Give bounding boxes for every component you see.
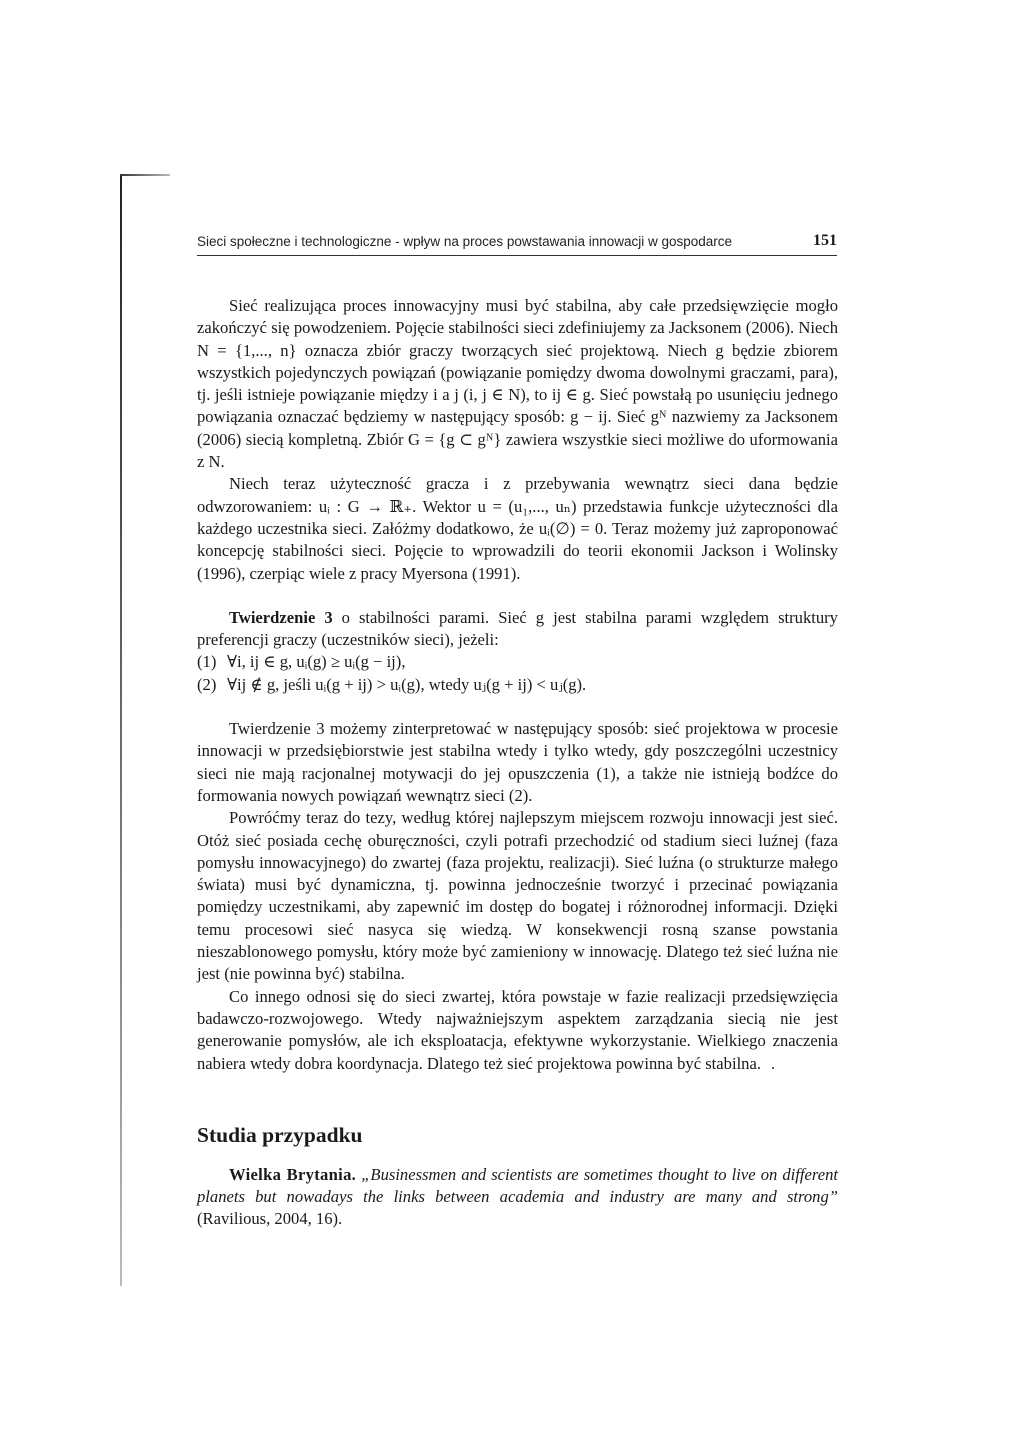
running-title: Sieci społeczne i technologiczne - wpływ na proces powstawania innowacji w gospodarce xyxy=(197,234,733,249)
theorem-condition-2 xyxy=(197,674,838,696)
condition-2-formula: ∀ij ∉ g, jeśli uᵢ(g + ij) > uᵢ(g), wtedy uⱼ(g + ij) < uⱼ(g). xyxy=(227,674,587,694)
paragraph-theorem-interpretation: Twierdzenie 3 możemy zinterpretować w następujący sposób: sieć projektowa w procesie innowacji w przedsiębiorstwie jest stabilna wtedy i tylko wtedy, gdy poszczególni uczestnicy sieci nie mają racjonalnej motywacji do jej opuszczenia (1), a także nie istnieją bodźce do formowania nowych powiązań wewnątrz sieci (2). xyxy=(197,719,838,805)
condition-1-formula: ∀i, ij ∈ g, uᵢ(g) ≥ uᵢ(g − ij), xyxy=(227,652,406,672)
paragraph-utility: Niech teraz użyteczność gracza i z przebywania wewnątrz sieci dana będzie odwzorowaniem: uᵢ : G → ℝ₊. Wektor u = (u₁,..., uₙ) przedstawia funkcje użyteczności dla każdego uczestnika sieci. Załóżmy dodatkowo, że uᵢ(∅) = 0. Teraz możemy już zaproponować koncepcję stabilności sieci. Pojęcie to wprowadzili do teorii ekonomii Jackson i Wolinsky (1996), czerpiąc wiele z pracy Myersona (1991). xyxy=(197,474,838,583)
stray-dot: . xyxy=(771,1055,775,1073)
theorem-condition-1 xyxy=(197,651,838,673)
paragraph-stability-definition: Sieć realizująca proces innowacyjny musi być stabilna, aby całe przedsięwzięcie mogło zakończyć się powodzeniem. Pojęcie stabilności sieci zdefiniujemy za Jacksonem (2006). Niech N = {1,..., n} oznacza zbiór graczy tworzących sieć projektową. Niech g będzie zbiorem wszystkich pojedynczych powiązań (powiązanie pomiędzy dwoma dowolnymi graczami, para), tj. jeśli istnieje powiązanie między i a j (i, j ∈ N), to ij ∈ g. Sieć powstałą po usunięciu jednego powiązania oznaczać będziemy w następujący sposób: g − ij. Sieć gᴺ nazwiemy za Jacksonem (2006) siecią kompletną. Zbiór G = {g ⊂ gᴺ} zawiera wszystkie sieci możliwe do uformowania z N. xyxy=(197,296,838,472)
page-number: 151 xyxy=(813,232,837,249)
theorem-statement xyxy=(197,607,838,652)
case-citation: (Ravilious, 2004, 16). xyxy=(197,1209,343,1229)
section-heading: Studia przypadku xyxy=(197,1122,363,1147)
body-text xyxy=(197,295,838,1231)
paragraph-compact-network-text: Co innego odnosi się do sieci zwartej, która powstaje w fazie realizacji przedsięwzięcia badawczo-rozwojowego. Wtedy najważniejszym aspektem zarządzania siecią nie jest generowanie pomysłów, ale ich eksploatacja, efektywne wykorzystanie. Wielkiego znaczenia nabiera wtedy dobra koordynacja. Dlatego też sieć projektowa powinna być stabilna. xyxy=(197,986,838,1073)
scan-edge-top xyxy=(120,174,170,176)
case-quote: „Businessmen and scientists are sometimes thought to live on different planets but nowadays the links between academia and industry are many and strong” xyxy=(197,1164,838,1207)
theorem-conditions xyxy=(197,651,838,696)
theorem-text: o stabilności parami. Sieć g jest stabilna parami względem struktury preferencji graczy (uczestników sieci), jeżeli: xyxy=(197,607,838,650)
running-header xyxy=(197,233,837,256)
theorem-label: Twierdzenie 3 xyxy=(229,607,333,627)
condition-1-label: (1) xyxy=(197,652,217,672)
condition-2-label: (2) xyxy=(197,674,217,694)
scan-edge xyxy=(120,176,122,1286)
paragraph-ambidexterity: Powróćmy teraz do tezy, według której najlepszym miejscem rozwoju innowacji jest sieć. Otóż sieć posiada cechę oburęczności, czyli potrafi przechodzić od stadium sieci luźnej (faza pomysłu innowacyjnego) do zwartej (faza projektu, realizacji). Sieć luźna (o strukturze małego świata) musi być dynamiczna, tj. powinna jednocześnie tworzyć i przecinać powiązania pomiędzy uczestnikami, aby zapewnić im dostęp do bogatej i różnorodnej informacji. Dzięki temu procesowi sieć nasyca się wiedzą. W konsekwencji rosną szanse powstania nieszablonowego pomysłu, który może być zamieniony w innowację. Dlatego też sieć luźna nie jest (nie powinna być) stabilna. xyxy=(197,808,838,984)
case-label: Wielka Brytania. xyxy=(229,1164,357,1184)
paragraph-compact-network xyxy=(197,986,838,1076)
case-study-paragraph xyxy=(197,1164,838,1231)
